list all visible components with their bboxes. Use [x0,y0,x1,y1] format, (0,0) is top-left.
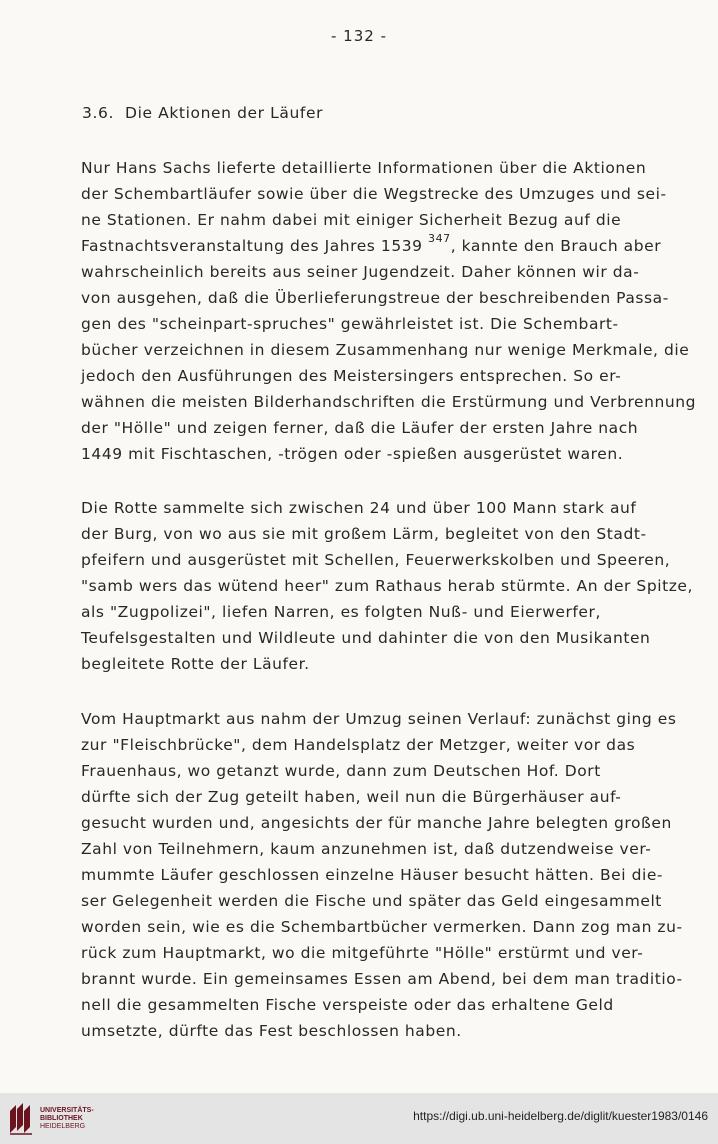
text-line: von ausgehen, daß die Überlieferungstreue der beschreibenden Passa- [81,289,669,307]
text-line: der Burg, von wo aus sie mit großem Lärm, begleitet von den Stadt- [81,525,647,543]
text-line: Nur Hans Sachs lieferte detaillierte Informationen über die Aktionen [81,159,647,177]
text-line: mummte Läufer geschlossen einzelne Häuser besucht hätten. Bei die- [81,866,664,884]
text-line: dürfte sich der Zug geteilt haben, weil nun die Bürgerhäuser auf- [81,788,622,806]
text-line: nell die gesammelten Fische verspeiste oder das erhaltene Geld [81,996,614,1014]
text-line: Zahl von Teilnehmern, kaum anzunehmen ist, daß dutzendweise ver- [81,840,652,858]
text-line: zur "Fleischbrücke", dem Handelsplatz der Metzger, weiter vor das [81,736,636,754]
text-line: "samb wers das wütend heer" zum Rathaus herab stürmte. An der Spitze, [81,577,693,595]
paragraph-2 [81,495,693,677]
text-line: brannt wurde. Ein gemeinsames Essen am Abend, bei dem man traditio- [81,970,683,988]
text-line: wähnen die meisten Bilderhandschriften die Erstürmung und Verbrennung [81,393,697,411]
text-line: begleitete Rotte der Läufer. [81,655,310,673]
library-name-line: HEIDELBERG [40,1123,86,1130]
text-line: umsetzte, dürfte das Fest beschlossen haben. [81,1022,462,1040]
paragraph-1 [81,155,697,467]
text-line: ser Gelegenheit werden die Fische und später das Geld eingesammelt [81,892,662,910]
text-line: pfeifern und ausgerüstet mit Schellen, Feuerwerkskolben und Speeren, [81,551,671,569]
text-line: der "Hölle" und zeigen ferner, daß die Läufer der ersten Jahre nach [81,419,639,437]
text-line: wahrscheinlich bereits aus seiner Jugendzeit. Daher können wir da- [81,263,640,281]
library-logo-icon[interactable] [8,1101,34,1135]
text-line: 1449 mit Fischtaschen, -trögen oder -spießen ausgerüstet waren. [81,445,624,463]
text-line: gen des "scheinpart-spruches" gewährleistet ist. Die Schembart- [81,315,619,333]
text-line: gesucht wurden und, angesichts der für manche Jahre belegten großen [81,814,672,832]
library-name [40,1107,94,1131]
text-line: der Schembartläufer sowie über die Wegstrecke des Umzuges und sei- [81,185,667,203]
text-line: jedoch den Ausführungen des Meistersingers entsprechen. So er- [81,367,622,385]
text-line [81,233,681,259]
text-line: ne Stationen. Er nahm dabei mit einiger Sicherheit Bezug auf die [81,211,622,229]
footer-bar [0,1093,718,1144]
page-number: - 132 - [331,27,387,45]
text-line: rück zum Hauptmarkt, wo die mitgeführte "Hölle" erstürmt und ver- [81,944,644,962]
library-name-line: BIBLIOTHEK [40,1115,83,1122]
text-line: Teufelsgestalten und Wildleute und dahinter die von den Musikanten [81,629,651,647]
text-line: Die Rotte sammelte sich zwischen 24 und über 100 Mann stark auf [81,499,637,517]
footnote-ref: 347 [428,232,451,245]
permalink-url[interactable]: https://digi.ub.uni-heidelberg.de/diglit/kuester1983/0146 [413,1109,708,1123]
section-heading: 3.6. Die Aktionen der Läufer [82,104,324,122]
paragraph-3 [81,706,681,1044]
text-line: worden sein, wie es die Schembartbücher vermerken. Dann zog man zu- [81,918,683,936]
text-line-tail: , kannte den Brauch aber [450,237,662,255]
text-line: Frauenhaus, wo getanzt wurde, dann zum Deutschen Hof. Dort [81,762,601,780]
text-line-start: Fastnachtsveranstaltung des Jahres 1539 [81,237,423,255]
text-line: Vom Hauptmarkt aus nahm der Umzug seinen Verlauf: zunächst ging es [81,710,677,728]
library-name-line: UNIVERSITÄTS- [40,1107,94,1114]
text-line: bücher verzeichnen in diesem Zusammenhang nur wenige Merkmale, die [81,341,690,359]
text-line: als "Zugpolizei", liefen Narren, es folgten Nuß- und Eierwerfer, [81,603,601,621]
